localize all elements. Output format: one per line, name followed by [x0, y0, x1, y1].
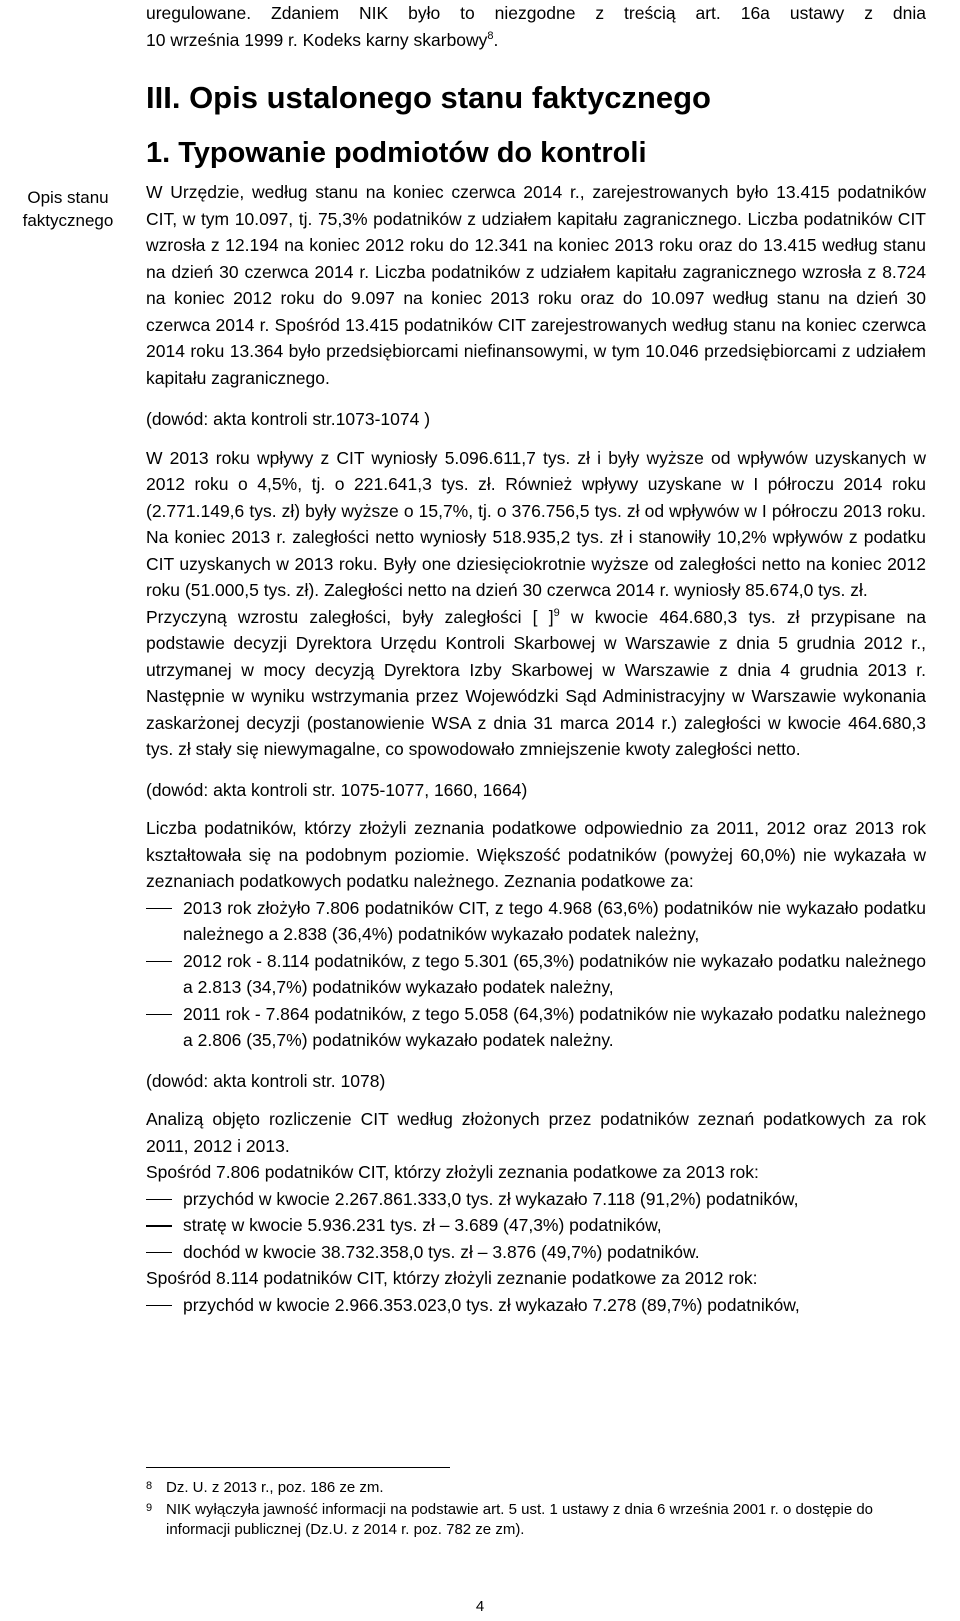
- margin-label: Opis stanu faktycznego: [22, 188, 114, 230]
- top-line-1: uregulowane. Zdaniem NIK było to niezgodne z treścią art. 16a ustawy z dnia: [146, 3, 926, 23]
- paragraph-revenue: W 2013 roku wpływy z CIT wyniosły 5.096.611,7 tys. zł i były wyższe od wpływów uzyskanych w 2012 roku o 4,5%, tj. o 221.641,3 tys. zł. Również wpływy uzyskane w I półroczu 2014 roku (2.771.149,6 tys. zł) były wyższe o 15,7%, tj. o 376.756,5 tys. zł od wpływów w I półroczu 2013 roku. Na koniec 2013 r. zaległości netto wyniosły 518.935,2 tys. zł i stanowiły 10,2% wpływów z podatku CIT uzyskanych w 2013 roku. Były one dziesięciokrotnie wyższe od zaległości netto na koniec 2012 roku (51.000,5 tys. zł). Zaległości netto na dzień 30 czerwca 2014 r. wyniosły 85.674,0 tys. zł.: [146, 447, 926, 600]
- list-item: 2012 rok - 8.114 podatników, z tego 5.301 (65,3%) podatników nie wykazało podatku należnego a 2.813 (34,7%) podatników wykazało podatek należny,: [146, 948, 926, 1001]
- list-2013: [146, 1186, 926, 1266]
- footnotes: [146, 1478, 926, 1542]
- paragraph-2012: Spośród 8.114 podatników CIT, którzy złożyli zeznanie podatkowe za 2012 rok:: [146, 1268, 758, 1288]
- paragraph-arrears: Przyczyną wzrostu zaległości, były zaległości [ ]$^9$ w kwocie 464.680,3 tys. zł przypisane na podstawie decyzji Dyrektora Urzędu Kontroli Skarbowej w Warszawie z dnia 5 grudnia 2012 r., utrzymanej w mocy decyzją Dyrektora Izby Skarbowej w Warszawie z dnia 4 grudnia 2013 r. Następnie w wyniku wstrzymania przez Wojewódzki Sąd Administracyjny w Warszawie wykonania zaskarżonej decyzji (postanowienie WSA z dnia 31 marca 2014 r.) zaległości w kwocie 464.680,3 tys. zł stały się niewymagalne, co spowodowało zmniejszenie kwoty zaległości netto.: [146, 606, 926, 759]
- paragraph-analysis: Analizą objęto rozliczenie CIT według złożonych przez podatników zeznań podatkowych za rok 2011, 2012 i 2013.: [146, 1109, 926, 1156]
- top-continuation: [146, 0, 926, 53]
- footnote-ref-8: 8: [487, 29, 494, 42]
- body-text: [146, 179, 926, 1318]
- top-line-2: 10 września 1999 r. Kodeks karny skarbowy$^8$.: [146, 29, 499, 50]
- paragraph-declarations: Liczba podatników, którzy złożyli zeznania podatkowe odpowiednio za 2011, 2012 oraz 2013 rok kształtowała się na podobnym poziomie. Większość podatników (powyżej 60,0%) nie wykazała w zeznaniach podatkowych podatku należnego. Zeznania podatkowe za:: [146, 818, 926, 891]
- footnote-separator: [146, 1467, 450, 1468]
- list-2012: [146, 1292, 926, 1319]
- footnote-8: 8 Dz. U. z 2013 r., poz. 186 ze zm.: [146, 1479, 384, 1496]
- subsection-heading: 1. Typowanie podmiotów do kontroli: [146, 137, 647, 169]
- list-item: przychód w kwocie 2.267.861.333,0 tys. zł wykazało 7.118 (91,2%) podatników,: [146, 1186, 926, 1213]
- list-item: 2011 rok - 7.864 podatników, z tego 5.058 (64,3%) podatników nie wykazało podatku należnego a 2.806 (35,7%) podatników wykazało podatek należny.: [146, 1001, 926, 1054]
- page-number: 4: [475, 1598, 485, 1615]
- evidence-note: (dowód: akta kontroli str.1073-1074 ): [146, 409, 431, 429]
- list-item: stratę w kwocie 5.936.231 tys. zł – 3.689 (47,3%) podatników,: [146, 1212, 926, 1239]
- list-item: dochód w kwocie 38.732.358,0 tys. zł – 3.876 (49,7%) podatników.: [146, 1239, 926, 1266]
- evidence-note: (dowód: akta kontroli str. 1078): [146, 1070, 386, 1091]
- list-item: 2013 rok złożyło 7.806 podatników CIT, z tego 4.968 (63,6%) podatników nie wykazało podatku należnego a 2.838 (36,4%) podatników wykazało podatek należny,: [146, 895, 926, 948]
- section-heading: III. Opis ustalonego stanu faktycznego: [146, 80, 711, 115]
- paragraph-taxpayers-count: W Urzędzie, według stanu na koniec czerwca 2014 r., zarejestrowanych było 13.415 podatników CIT, w tym 10.097, tj. 75,3% podatników z udziałem kapitału zagranicznego. Liczba podatników CIT wzrosła z 12.194 na koniec 2012 roku do 12.341 na koniec 2013 roku oraz do 13.415 według stanu na dzień 30 czerwca 2014 r. Liczba podatników z udziałem kapitału zagranicznego wzrosła z 8.724 na koniec 2012 roku do 9.097 na koniec 2013 roku oraz do 10.097 według stanu na dzień 30 czerwca 2014 r. Spośród 13.415 podatników CIT zarejestrowanych według stanu na koniec czerwca 2014 roku 13.364 było przedsiębiorcami niefinansowymi, w tym 10.046 przedsiębiorcami z udziałem kapitału zagranicznego.: [146, 182, 926, 388]
- footnote-ref-9: 9: [553, 606, 560, 619]
- evidence-note: (dowód: akta kontroli str. 1075-1077, 1660, 1664): [146, 779, 528, 800]
- paragraph-2013: Spośród 7.806 podatników CIT, którzy złożyli zeznania podatkowe za 2013 rok:: [146, 1162, 759, 1182]
- footnote-9: 9 NIK wyłączyła jawność informacji na podstawie art. 5 ust. 1 ustawy z dnia 6 września 2001 r. o dostępie do informacji publicznej (Dz.U. z 2014 r. poz. 782 ze zm).: [146, 1501, 874, 1538]
- declarations-list: [146, 895, 926, 1054]
- list-item: przychód w kwocie 2.966.353.023,0 tys. zł wykazało 7.278 (89,7%) podatników,: [146, 1292, 926, 1319]
